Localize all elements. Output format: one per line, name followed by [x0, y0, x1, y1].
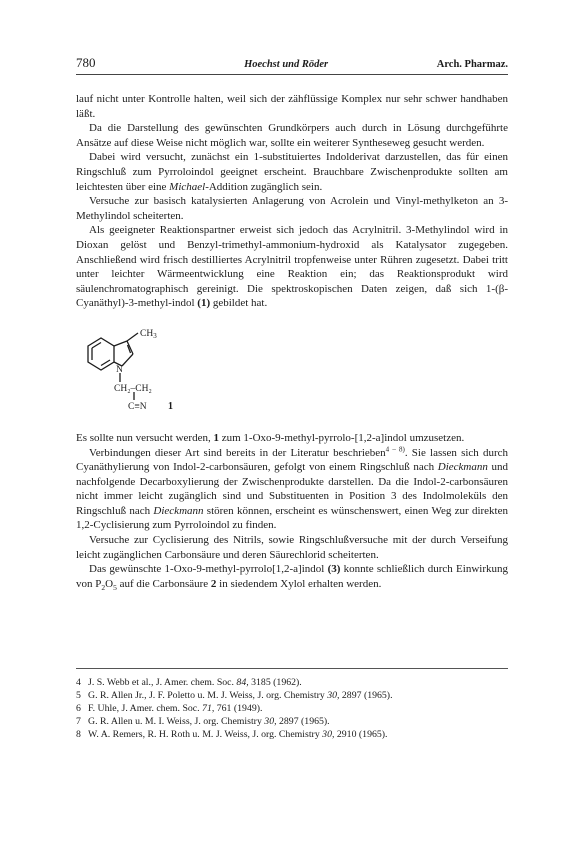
header-rule — [76, 74, 508, 75]
chemical-structure-1 — [76, 326, 508, 421]
footnote: 4 J. S. Webb et al., J. Amer. chem. Soc. 84, 3185 (1962). — [76, 677, 302, 688]
paragraph-8: Versuche zur Cyclisierung des Nitrils, sowie Ringschlußversuche mit der durch Verseifung leicht zugänglichen Carbonsäure und deren Säurechlorid scheiterten. — [76, 534, 508, 561]
compound-number: 1 — [168, 400, 173, 412]
chain-label: CH₂–CH₂ — [114, 383, 152, 394]
page-header — [76, 55, 508, 71]
methyl-label: CH — [140, 328, 154, 339]
journal-name: Arch. Pharmaz. — [436, 59, 508, 70]
running-title: Hoechst und Röder — [244, 59, 329, 70]
indole-structure-drawing — [76, 326, 276, 421]
paragraph-4: Versuche zur basisch katalysierten Anlagerung von Acrolein und Vinyl-methylketon an 3-Methylindol scheiterten. — [76, 195, 508, 222]
nitrile-label: C≡N — [128, 401, 147, 412]
footnotes — [76, 676, 508, 741]
paragraph-2: Da die Darstellung des gewünschten Grundkörpers auch durch in Lösung durchgeführte Ansätze auf diese Weise nicht möglich war, sollte ein weiterer Syntheseweg gesucht werden. — [76, 122, 508, 149]
paragraph-7: Verbindungen dieser Art sind bereits in der Literatur beschrieben$^{4 - 8)}$. Sie lassen sich durch Cyanäthylierung von Indol-2-carbonsäuren, gefolgt von einem Ringschluß nach Dieckmann und nachfolgende Decarboxylierung der Zwischenprodukte darstellen. Da die Indol-2-carbonsäuren nicht immer leicht zugänglich sind und Substituenten in Position 3 des Indolmoleküls den Ringschluß nach Dieckmann stören können, erscheint es wünschenswert, einen Weg zur direkten 1,2-Cyclisierung zum Pyrroloindol zu finden. — [76, 444, 508, 532]
page-number: 780 — [76, 55, 96, 70]
paragraph-3: Dabei wird versucht, zunächst ein 1-substituiertes Indolderivat darzustellen, das für einen Ringschluß zum Pyrroloindol geeignet erscheint. Brauchbare Zwischenprodukte sollten am leichtesten über eine Michael-Addition zugänglich sein. — [76, 151, 508, 193]
paragraph-9: Das gewünschte 1-Oxo-9-methyl-pyrrolo[1,2-a]indol (3) konnte schließlich durch Einwirkung von $P_2O_5$ auf die Carbonsäure 2 in siedendem Xylol erhalten werden. — [76, 563, 508, 593]
paragraph-1: lauf nicht unter Kontrolle halten, weil sich der zähflüssige Komplex nur sehr schwer handhaben läßt. — [76, 93, 508, 120]
main-text — [76, 92, 508, 591]
methyl-subscript: 3 — [153, 331, 157, 340]
nitrogen-label: N — [116, 364, 123, 375]
svg-text:CH3 — [140, 329, 157, 340]
paragraph-6: Es sollte nun versucht werden, 1 zum 1-Oxo-9-methyl-pyrrolo-[1,2-a]indol umzusetzen. — [76, 431, 465, 444]
paragraph-5: Als geeigneter Reaktionspartner erweist sich jedoch das Acrylnitril. 3-Methylindol wird in Dioxan gelöst und Benzyl-trimethyl-ammonium-hydroxid als Katalysator zugegeben. Anschließend wird frisch destilliertes Acrylnitril tropfenweise unter Rühren zugesetzt. Dabei tritt unter leichter Wärmeentwicklung eine Reaktion ein; das Reaktionsprodukt wird säulenchromatographisch gereinigt. Die spektroskopischen Daten zeigen, daß sich 1-(β-Cyanäthyl)-3-methyl-indol (1) gebildet hat. — [76, 224, 508, 310]
footnote: 6 F. Uhle, J. Amer. chem. Soc. 71, 761 (1949). — [76, 703, 263, 714]
footnote-rule — [76, 668, 508, 669]
footnote: 5 G. R. Allen Jr., J. F. Poletto u. M. J. Weiss, J. org. Chemistry 30, 2897 (1965). — [76, 690, 393, 701]
reference-superscript: 4 – 8) — [385, 444, 405, 453]
footnote: 7 G. R. Allen u. M. I. Weiss, J. org. Chemistry 30, 2897 (1965). — [76, 716, 330, 727]
footnote: 8 W. A. Remers, R. H. Roth u. M. J. Weiss, J. org. Chemistry 30, 2910 (1965). — [76, 729, 388, 740]
